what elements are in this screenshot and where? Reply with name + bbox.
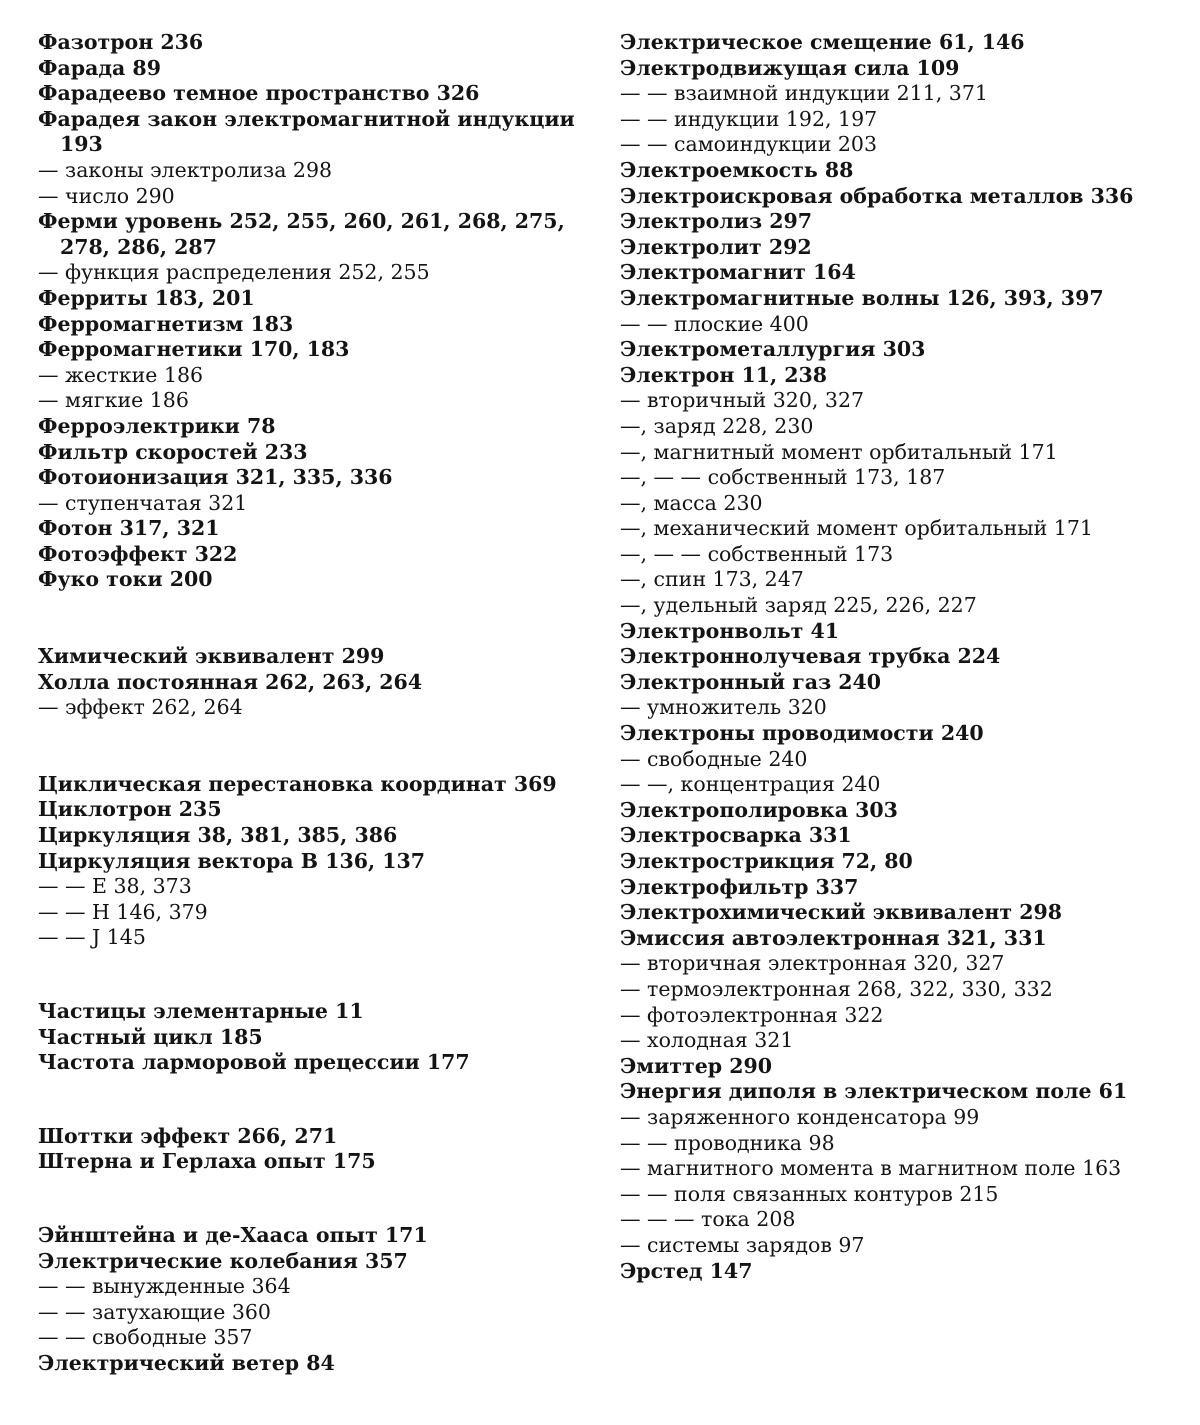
index-entry: Электролиз 297 xyxy=(620,209,812,234)
index-entry: Фазотрон 236 xyxy=(38,30,204,54)
index-entry: Фотоионизация 321, 335, 336 xyxy=(38,465,393,490)
index-entry: Электроискровая обработка металлов 336 xyxy=(620,183,1134,208)
index-entry: —, масса 230 xyxy=(620,490,763,515)
index-entry: Ферроэлектрики 78 xyxy=(38,413,276,438)
index-entry: Эрстед 147 xyxy=(620,1258,753,1283)
index-column-left xyxy=(38,30,578,1377)
index-entry: — — взаимной индукции 211, 371 xyxy=(620,81,988,106)
index-entry: Циркуляция 38, 381, 385, 386 xyxy=(38,823,398,848)
index-entry: — — проводника 98 xyxy=(620,1130,835,1155)
index-entry: Эмиттер 290 xyxy=(620,1053,773,1078)
index-entry: Электрофильтр 337 xyxy=(620,874,859,899)
index-entry: Циклотрон 235 xyxy=(38,797,222,822)
index-entry: Фотоэффект 322 xyxy=(38,541,238,566)
index-entry: — термоэлектронная 268, 322, 330, 332 xyxy=(620,976,1053,1001)
index-entry: Эмиссия автоэлектронная 321, 331 xyxy=(620,925,1047,950)
index-entry: Электрон 11, 238 xyxy=(620,362,828,387)
index-entry: Шоттки эффект 266, 271 xyxy=(38,1123,338,1148)
index-entry: —, спин 173, 247 xyxy=(620,567,804,592)
group-separator xyxy=(38,721,578,772)
index-entry: — функция распределения 252, 255 xyxy=(38,260,430,285)
letter-group xyxy=(38,772,578,951)
index-entry: Эйнштейна и де-Хааса опыт 171 xyxy=(38,1222,428,1247)
group-separator xyxy=(38,1175,578,1223)
index-entry: Частный цикл 185 xyxy=(38,1024,263,1049)
index-entry: — число 290 xyxy=(38,183,175,208)
index-entry: Электромагнит 164 xyxy=(620,260,856,285)
index-entry: — умножитель 320 xyxy=(620,695,827,720)
index-entry: —, механический момент орбитальный 171 xyxy=(620,516,1093,541)
index-entry: Электролит 292 xyxy=(620,234,812,259)
index-entry: — — J 145 xyxy=(38,925,146,950)
index-entry: — — самоиндукции 203 xyxy=(620,132,878,157)
index-entry: Ферромагнетики 170, 183 xyxy=(38,337,350,362)
index-entry: —, заряд 228, 230 xyxy=(620,413,814,438)
index-entry: — фотоэлектронная 322 xyxy=(620,1002,884,1027)
index-entry: Электронвольт 41 xyxy=(620,618,839,643)
index-entry: — эффект 262, 264 xyxy=(38,695,243,720)
index-entry: Электроннолучевая трубка 224 xyxy=(620,644,1001,669)
index-entry: Электрометаллургия 303 xyxy=(620,337,926,362)
index-entry: Электрические колебания 357 xyxy=(38,1248,408,1273)
index-entry: Электронный газ 240 xyxy=(620,669,882,694)
index-entry: — холодная 321 xyxy=(620,1028,794,1053)
index-entry: — — индукции 192, 197 xyxy=(620,106,878,131)
index-entry: Электродвижущая сила 109 xyxy=(620,55,960,80)
index-entry: — — плоские 400 xyxy=(620,311,809,336)
index-entry: — магнитного момента в магнитном поле 163 xyxy=(620,1156,1122,1181)
index-entry: Частота ларморовой прецессии 177 xyxy=(38,1050,470,1075)
index-entry: Фотон 317, 321 xyxy=(38,516,220,541)
index-entry: Фарада 89 xyxy=(38,55,161,80)
index-entry: Электромагнитные волны 126, 393, 397 xyxy=(620,285,1104,310)
index-entry: Холла постоянная 262, 263, 264 xyxy=(38,669,423,694)
index-entry: Электрический ветер 84 xyxy=(38,1350,335,1375)
letter-group xyxy=(38,30,578,593)
index-entry: Циклическая перестановка координат 369 xyxy=(38,771,557,796)
index-entry: — — затухающие 360 xyxy=(38,1299,271,1324)
index-entry: Электроемкость 88 xyxy=(620,157,854,182)
letter-group xyxy=(38,999,578,1076)
index-entry: Ферриты 183, 201 xyxy=(38,285,255,310)
group-separator xyxy=(38,951,578,999)
group-separator xyxy=(38,1076,578,1124)
index-entry: —, магнитный момент орбитальный 171 xyxy=(620,439,1058,464)
index-entry: — — E 38, 373 xyxy=(38,874,192,899)
index-entry: —, — — собственный 173, 187 xyxy=(620,465,946,490)
index-entry: —, удельный заряд 225, 226, 227 xyxy=(620,593,977,618)
index-entry: Электрическое смещение 61, 146 xyxy=(620,30,1025,54)
index-entry: — — поля связанных контуров 215 xyxy=(620,1181,999,1206)
index-entry: Ферромагнетизм 183 xyxy=(38,311,294,336)
index-entry: — ступенчатая 321 xyxy=(38,490,248,515)
index-entry: Ферми уровень 252, 255, 260, 261, 268, 275, 278, 286, 287 xyxy=(38,209,565,259)
index-entry: Фильтр скоростей 233 xyxy=(38,439,308,464)
index-entry: — вторичный 320, 327 xyxy=(620,388,865,413)
index-entry: Электросварка 331 xyxy=(620,823,852,848)
index-entry: — законы электролиза 298 xyxy=(38,157,333,182)
index-entry: Электрохимический эквивалент 298 xyxy=(620,900,1063,925)
index-entry: Энергия диполя в электрическом поле 61 xyxy=(620,1079,1128,1104)
index-entry: —, — — собственный 173 xyxy=(620,541,894,566)
index-entry: Электрострикция 72, 80 xyxy=(620,849,913,873)
index-entry: — мягкие 186 xyxy=(38,388,189,413)
letter-group xyxy=(38,1124,578,1175)
index-entry: — — — тока 208 xyxy=(620,1207,796,1232)
index-entry: Фуко токи 200 xyxy=(38,567,213,592)
group-separator xyxy=(38,593,578,644)
index-entry: Штерна и Герлаха опыт 175 xyxy=(38,1149,376,1174)
index-entry: — —, концентрация 240 xyxy=(620,772,881,797)
index-entry: — вторичная электронная 320, 327 xyxy=(620,951,1005,976)
index-entry: Химический эквивалент 299 xyxy=(38,644,385,669)
index-entry: Циркуляция вектора B 136, 137 xyxy=(38,848,426,873)
index-entry: Электроны проводимости 240 xyxy=(620,721,984,746)
index-entry: — — H 146, 379 xyxy=(38,899,208,924)
index-entry: Фарадеево темное пространство 326 xyxy=(38,81,480,106)
index-entry: Частицы элементарные 11 xyxy=(38,999,364,1023)
index-column-right xyxy=(620,30,1180,1284)
index-entry: — — вынужденные 364 xyxy=(38,1274,291,1299)
index-entry: Фарадея закон электромагнитной индукции 193 xyxy=(38,106,575,157)
letter-group xyxy=(38,1223,578,1377)
index-entry: Электрополировка 303 xyxy=(620,797,898,822)
index-entry: — системы зарядов 97 xyxy=(620,1232,865,1257)
index-entry: — — свободные 357 xyxy=(38,1325,253,1350)
letter-group xyxy=(38,644,578,721)
index-entry: — свободные 240 xyxy=(620,746,808,771)
index-entry: — заряженного конденсатора 99 xyxy=(620,1104,980,1129)
index-entry: — жесткие 186 xyxy=(38,362,204,387)
